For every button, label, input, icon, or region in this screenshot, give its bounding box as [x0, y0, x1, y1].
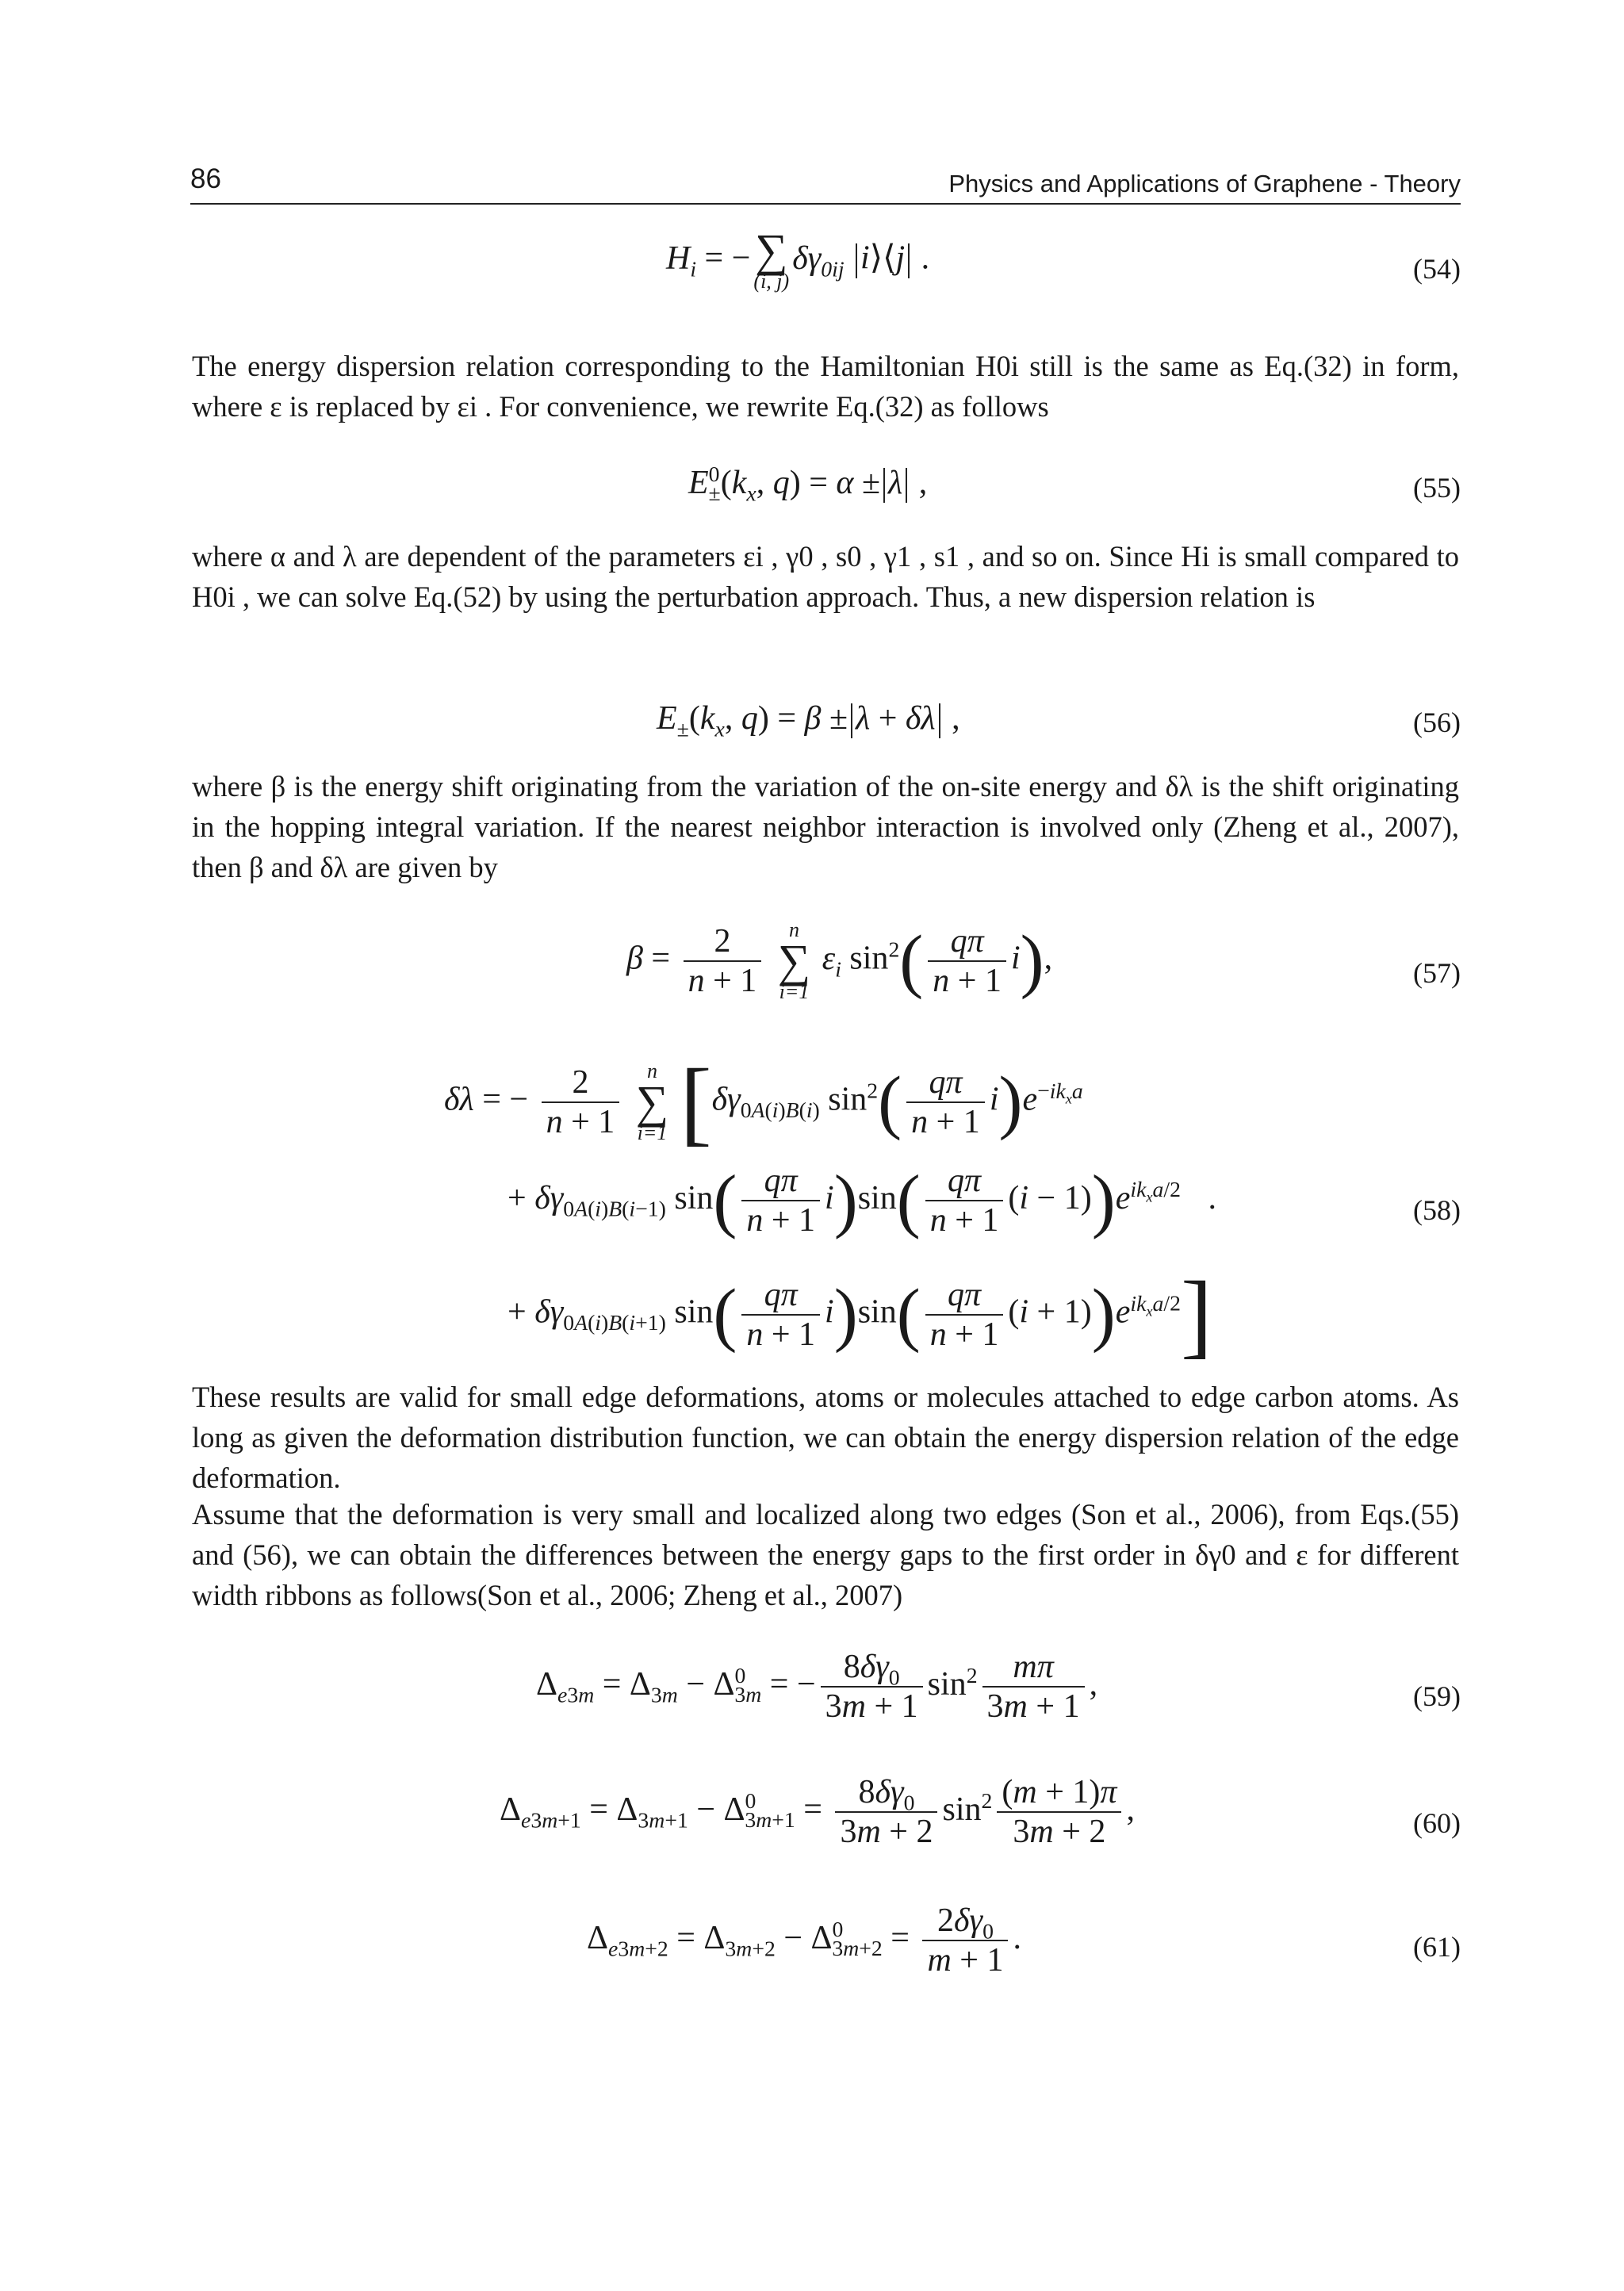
equation-58-line-1: δλ = − $\frac{2}{n + 1}$ n ∑ i=1 [$\delta\gamma_{0A(i)B(i)}$ $\sin^2$( $\frac{q\pi}{n + 1}$ $i)e^{-ik_xa}$ — [444, 1049, 1083, 1155]
equation-61: $\Delta_{e3m+2} = \Delta_{3m+2} - \Delta^0_{3m+2}$ = $\frac{2\delta\gamma_0}{m + 1}$ . — [587, 1902, 1021, 1979]
equation-61-number: (61) — [1413, 1931, 1461, 1963]
equation-55: $E^0_\pm(k_x$, q) = α ± λ , — [688, 462, 928, 506]
equation-59-number: (59) — [1413, 1680, 1461, 1712]
page-header — [190, 163, 1461, 205]
equation-57-number: (57) — [1413, 957, 1461, 989]
equation-56: $E_\pm(k_x$, q) = β ± λ + δλ , — [657, 700, 960, 741]
paragraph-3: where β is the energy shift originating from the variation of the on-site energy and δλ is the shift originating in the hopping integral variation. If the nearest neighbor interaction is involved only (Zheng et al., 2007), then β and δλ are given by — [192, 770, 1459, 883]
equation-55-number: (55) — [1413, 472, 1461, 504]
equation-58-line-3: + $\delta\gamma_{0A(i)B(i+1)}$ sin( $\frac{q\pi}{n + 1}$ i)sin( $\frac{q\pi}{n + 1}$ $(i + 1))e^{ik_xa/2}$] — [508, 1262, 1212, 1367]
running-title: Physics and Applications of Graphene - Theory — [948, 170, 1461, 197]
paragraph-4: These results are valid for small edge deformations, atoms or molecules attached to edge carbon atoms. As long as given the deformation distribution function, we can obtain the energy dispersion relation of the edge deformation. — [192, 1381, 1459, 1494]
equation-54-number: (54) — [1413, 253, 1461, 285]
equation-57: β = $\frac{2}{n + 1}$ n ∑ i=1 $\varepsilon_i$ $\sin^2$( $\frac{q\pi}{n + 1}$ i), — [626, 918, 1053, 1004]
equation-56-number: (56) — [1413, 707, 1461, 738]
equation-58-line-2: + $\delta\gamma_{0A(i)B(i-1)}$ sin( $\frac{q\pi}{n + 1}$ i)sin( $\frac{q\pi}{n + 1}$ $(i - 1))e^{ik_xa/2}$ . — [508, 1161, 1216, 1240]
equation-54: $H_i$ = − ∑ (i, j) $\delta\gamma_{0ij}$ i⟩⟨j . — [666, 224, 930, 293]
equation-59: $\Delta_{e3m} = \Delta_{3m} - \Delta^0_{3m}$ = − $\frac{8\delta\gamma_0}{3m + 1}$ $\sin^2$ $\frac{m\pi}{3m + 1}$ , — [536, 1649, 1098, 1726]
paragraph-5: Assume that the deformation is very small and localized along two edges (Son et al., 2006), from Eqs.(55) and (56), we can obtain the differences between the energy gaps to the first order in δγ0 and ε for different width ribbons as follows(Son et al., 2006; Zheng et al., 2007) — [192, 1498, 1459, 1611]
page-number: 86 — [190, 163, 221, 194]
equation-58-number: (58) — [1413, 1194, 1461, 1226]
equation-60-number: (60) — [1413, 1807, 1461, 1839]
paragraph-2: where α and λ are dependent of the parameters εi , γ0 , s0 , γ1 , s1 , and so on. Since Hi is small compared to H0i , we can solve Eq.(52) by using the perturbation approach. Thus, a new dispersion relation is — [192, 540, 1459, 613]
paragraph-1: The energy dispersion relation corresponding to the Hamiltonian H0i still is the same as Eq.(32) in form, where ε is replaced by εi . For convenience, we rewrite Eq.(32) as follows — [192, 350, 1459, 423]
equation-60: $\Delta_{e3m+1} = \Delta_{3m+1} - \Delta^0_{3m+1}$ = $\frac{8\delta\gamma_0}{3m + 2}$ $\sin^2$ $\frac{(m + 1)\pi}{3m + 2}$ , — [500, 1774, 1135, 1851]
